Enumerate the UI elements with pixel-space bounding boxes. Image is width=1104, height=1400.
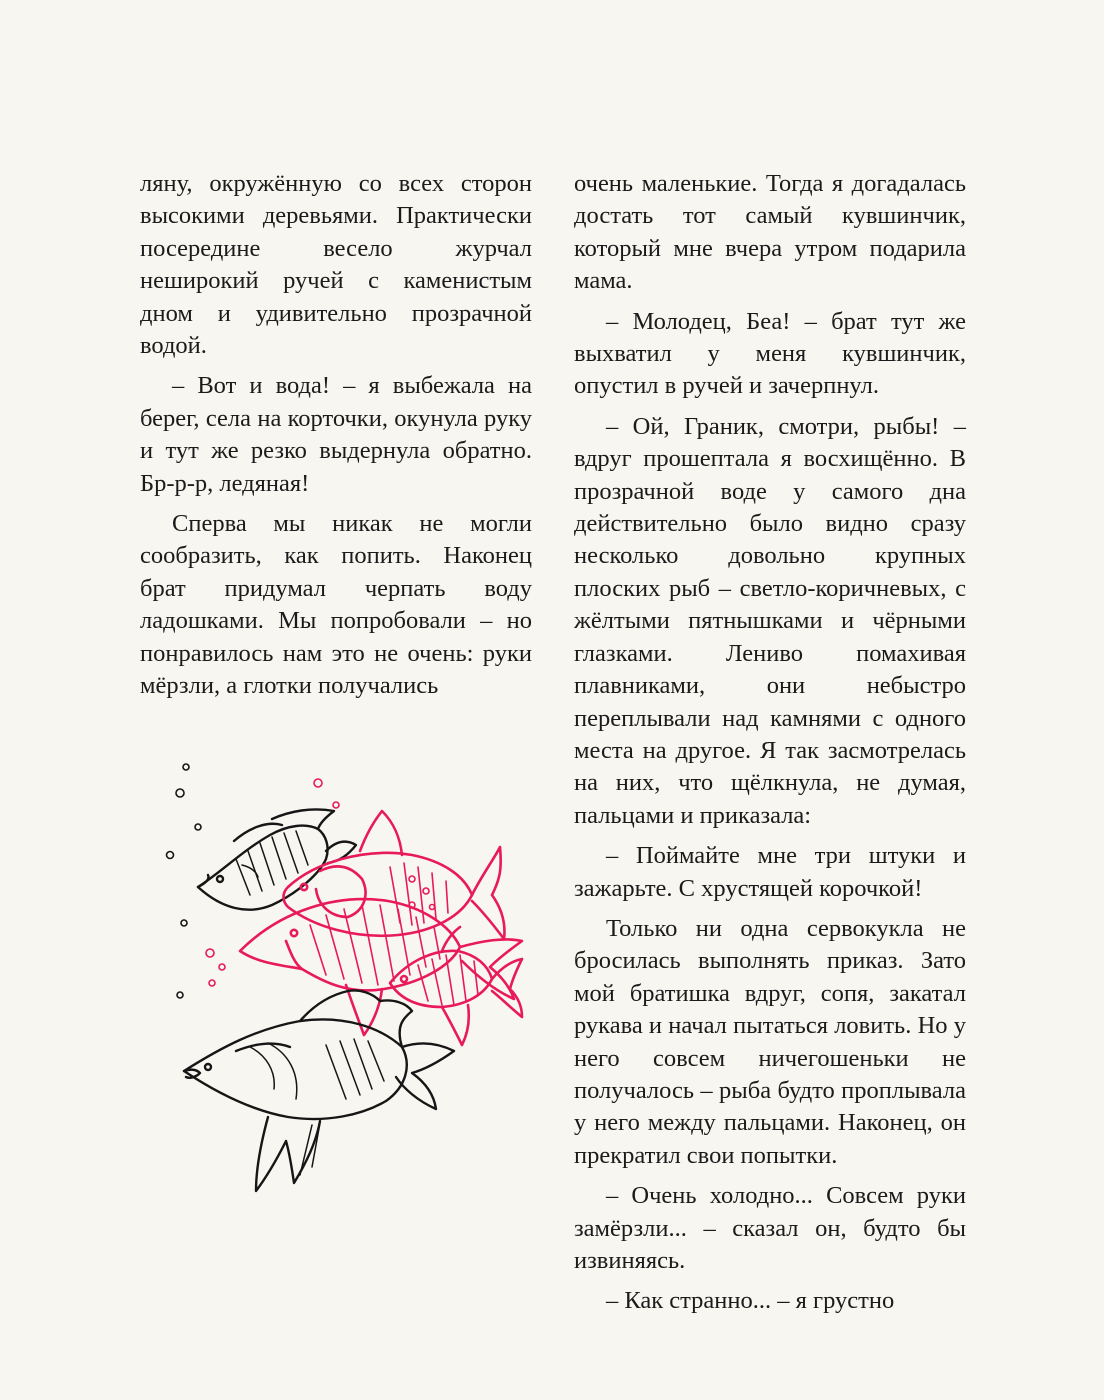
paragraph: – Очень холодно... Совсем руки замёрзли... – сказал он, будто бы извиняясь.	[574, 1182, 966, 1274]
fish-illustration	[150, 755, 550, 1215]
black-fish-top	[198, 809, 356, 909]
paragraph: – Молодец, Беа! – брат тут же выхватил у меня кувшинчик, опустил в ручей и зачерпнул.	[574, 307, 966, 400]
paragraph: ляну, окружённую со всех сторон высокими деревьями. Практически посередине весело журчал неширокий ручей с каменистым дном и удивительно прозрачной водой.	[140, 170, 532, 360]
pink-fish-middle	[240, 899, 522, 1035]
pink-fish-small	[390, 927, 522, 1045]
paragraph: – Поймайте мне три штуки и зажарьте. С хрустящей корочкой!	[574, 842, 966, 902]
black-fish-bottom	[184, 990, 454, 1191]
right-text-column	[574, 168, 966, 1326]
pink-fish-large	[284, 811, 505, 939]
paragraph: – Вот и вода! – я выбежала на берег, села на корточки, окунула руку и тут же резко выдернула обратно. Бр-р-р, ледяная!	[140, 372, 532, 497]
paragraph: Только ни одна сервокукла не бросилась выполнять приказ. Зато мой братишка вдруг, сопя, закатал рукава и начал пытаться ловить. Но у него совсем ничегошеньки не получалось – рыба будто проплывала у него между пальцами. Наконец, он прекратил свои попытки.	[574, 914, 966, 1169]
paragraph: очень маленькие. Тогда я догадалась достать тот самый кувшинчик, который мне вчера утром подарила мама.	[574, 170, 966, 295]
bubbles	[167, 764, 340, 998]
paragraph: Сперва мы никак не могли сообразить, как попить. Наконец брат придумал черпать воду ладошками. Мы попробовали – но понравилось нам это не очень: руки мёрзли, а глотки получались	[140, 510, 532, 700]
paragraph: – Ой, Граник, смотри, рыбы! – вдруг прошептала я восхищённо. В прозрачной воде у самого дна действительно было видно сразу несколько довольно крупных плоских рыб – светло-коричневых, с жёлтыми пятнышками и чёрными глазками. Лениво помахивая плавниками, они небыстро переплывали над камнями с одного места на другое. Я так засмотрелась на них, что щёлкнула, не думая, пальцами и приказала:	[574, 412, 966, 829]
left-text-column	[140, 168, 532, 711]
paragraph: – Как странно... – я грустно	[606, 1287, 895, 1315]
